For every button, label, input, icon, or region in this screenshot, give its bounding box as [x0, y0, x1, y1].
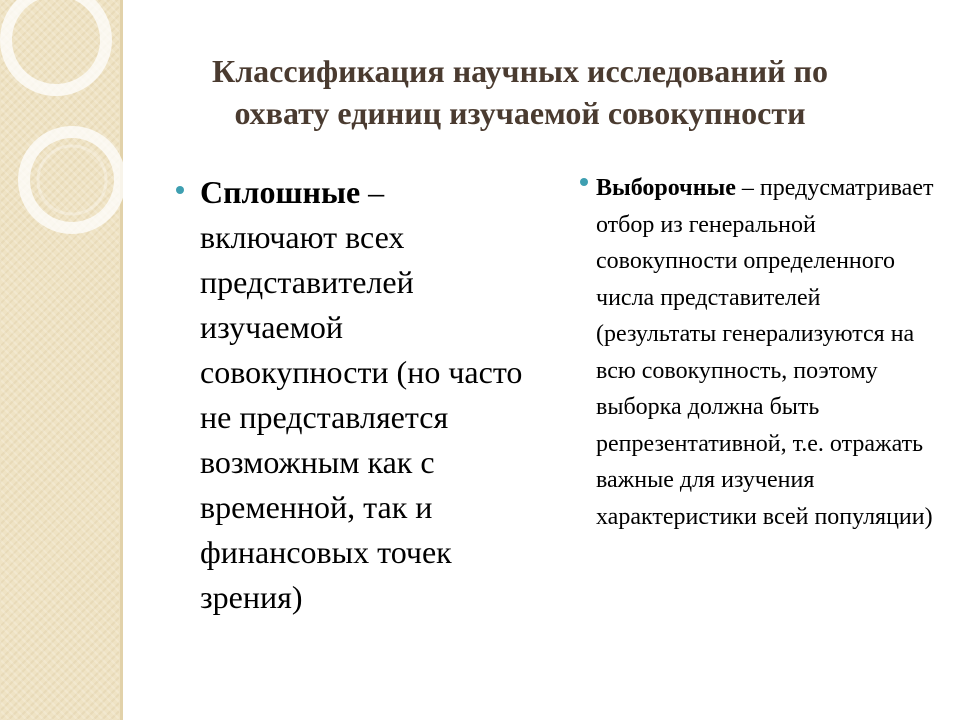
- bullet-icon: [176, 186, 184, 194]
- decorative-ring-top: [6, 0, 106, 90]
- right-term: Выборочные: [596, 175, 736, 201]
- decorative-ring-inner: [38, 146, 106, 214]
- left-term: Сплошные: [200, 174, 361, 210]
- slide-title-line-2: охвату единиц изучаемой совокупности: [234, 95, 806, 131]
- left-bullet-text: [200, 170, 526, 620]
- right-description: – предусматривает отбор из генеральной совокупности определенного числа представителей (результаты генерализуются на всю совокупность, поэтому выборка должна быть репрезентативной, т.е. отражать важные для изучения характеристики всей популяции): [596, 175, 934, 530]
- slide-title-line-1: Классификация научных исследований по: [212, 53, 828, 89]
- bullet-icon: [580, 178, 588, 186]
- slide-title: [150, 50, 890, 134]
- right-bullet-text: [596, 170, 940, 535]
- left-column: [176, 170, 526, 620]
- right-column: [580, 170, 940, 535]
- left-description: – включают всех представителей изучаемой совокупности (но часто не представляется возможным как с временной, так и финансовых точек зрения): [200, 174, 523, 615]
